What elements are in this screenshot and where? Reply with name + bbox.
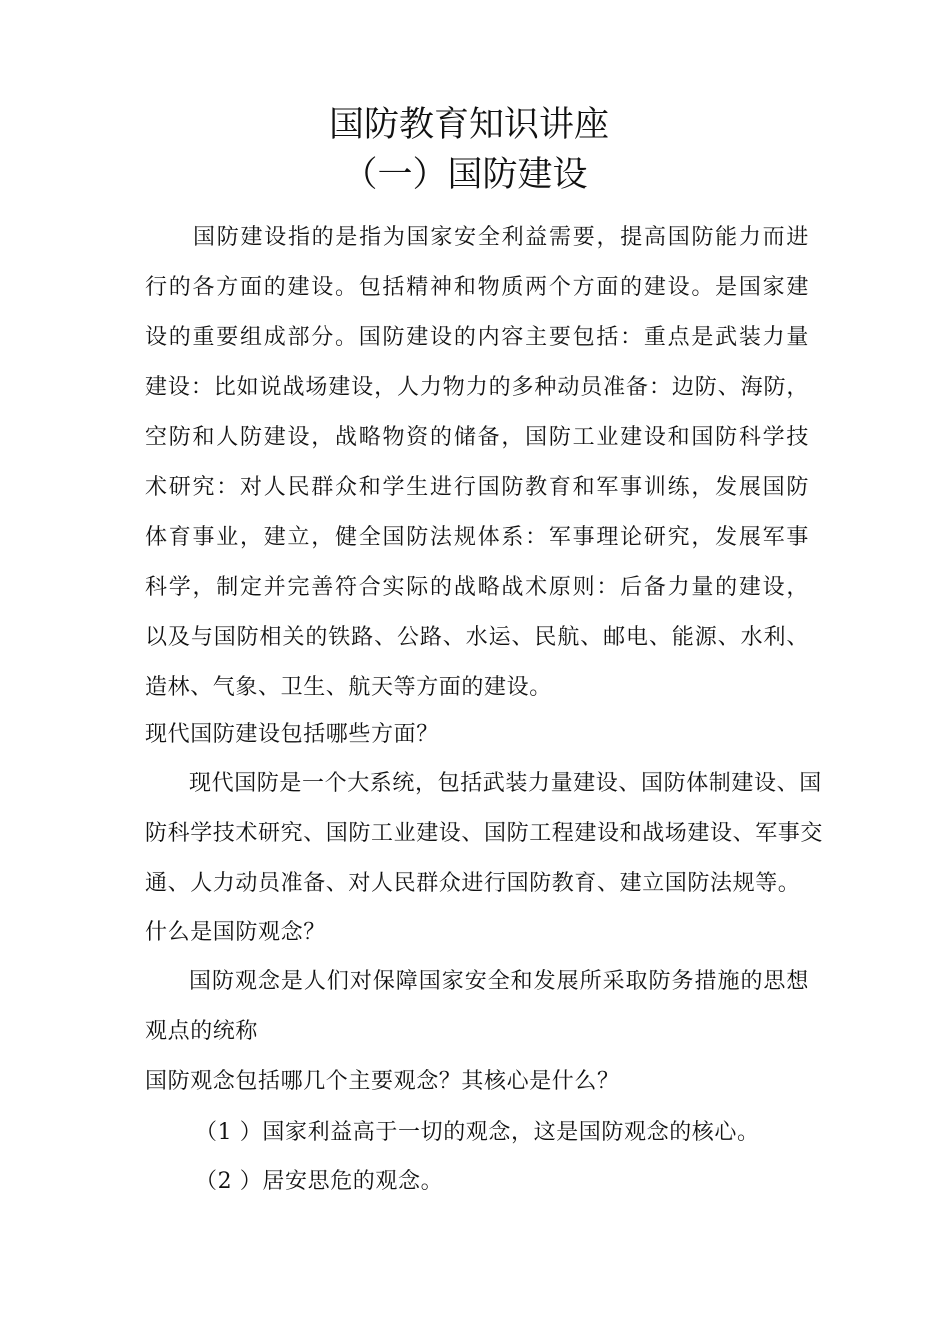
- document-subtitle: （一）国防建设: [342, 155, 588, 195]
- paragraph-line: 以及与国防相关的铁路、公路、水运、民航、邮电、能源、水利、: [145, 625, 809, 650]
- paragraph-line: 国防建设指的是指为国家安全利益需要，提高国防能力而进: [193, 225, 809, 250]
- paragraph-line: 通、人力动员准备、对人民群众进行国防教育、建立国防法规等。: [145, 871, 801, 896]
- list-item: （2 ）居安思危的观念。: [195, 1169, 444, 1194]
- question-heading: 现代国防建设包括哪些方面？: [145, 722, 439, 747]
- paragraph-line: 科学，制定并完善符合实际的战略战术原则：后备力量的建设，: [145, 575, 809, 600]
- paragraph-line: 造林、气象、卫生、航天等方面的建设。: [145, 675, 552, 700]
- paragraph-line: 防科学技术研究、国防工业建设、国防工程建设和战场建设、军事交: [145, 821, 824, 846]
- question-heading: 国防观念包括哪几个主要观念？其核心是什么？: [145, 1069, 620, 1094]
- document-title: 国防教育知识讲座: [328, 105, 609, 145]
- paragraph-line: 国防观念是人们对保障国家安全和发展所采取防务措施的思想: [189, 969, 809, 994]
- list-item: （1 ）国家利益高于一切的观念，这是国防观念的核心。: [195, 1120, 760, 1145]
- paragraph-line: 空防和人防建设，战略物资的储备，国防工业建设和国防科学技: [145, 425, 809, 450]
- paragraph-line: 设的重要组成部分。国防建设的内容主要包括：重点是武装力量: [145, 325, 809, 350]
- paragraph-line: 现代国防是一个大系统，包括武装力量建设、国防体制建设、国: [189, 771, 822, 796]
- paragraph-line: 术研究：对人民群众和学生进行国防教育和军事训练，发展国防: [145, 475, 809, 500]
- paragraph-line: 体育事业，建立，健全国防法规体系：军事理论研究，发展军事: [145, 525, 809, 550]
- question-heading: 什么是国防观念？: [145, 920, 326, 945]
- paragraph-line: 建设：比如说战场建设，人力物力的多种动员准备：边防、海防，: [145, 375, 809, 400]
- paragraph-line: 行的各方面的建设。包括精神和物质两个方面的建设。是国家建: [145, 275, 809, 300]
- paragraph-line: 观点的统称: [145, 1019, 259, 1044]
